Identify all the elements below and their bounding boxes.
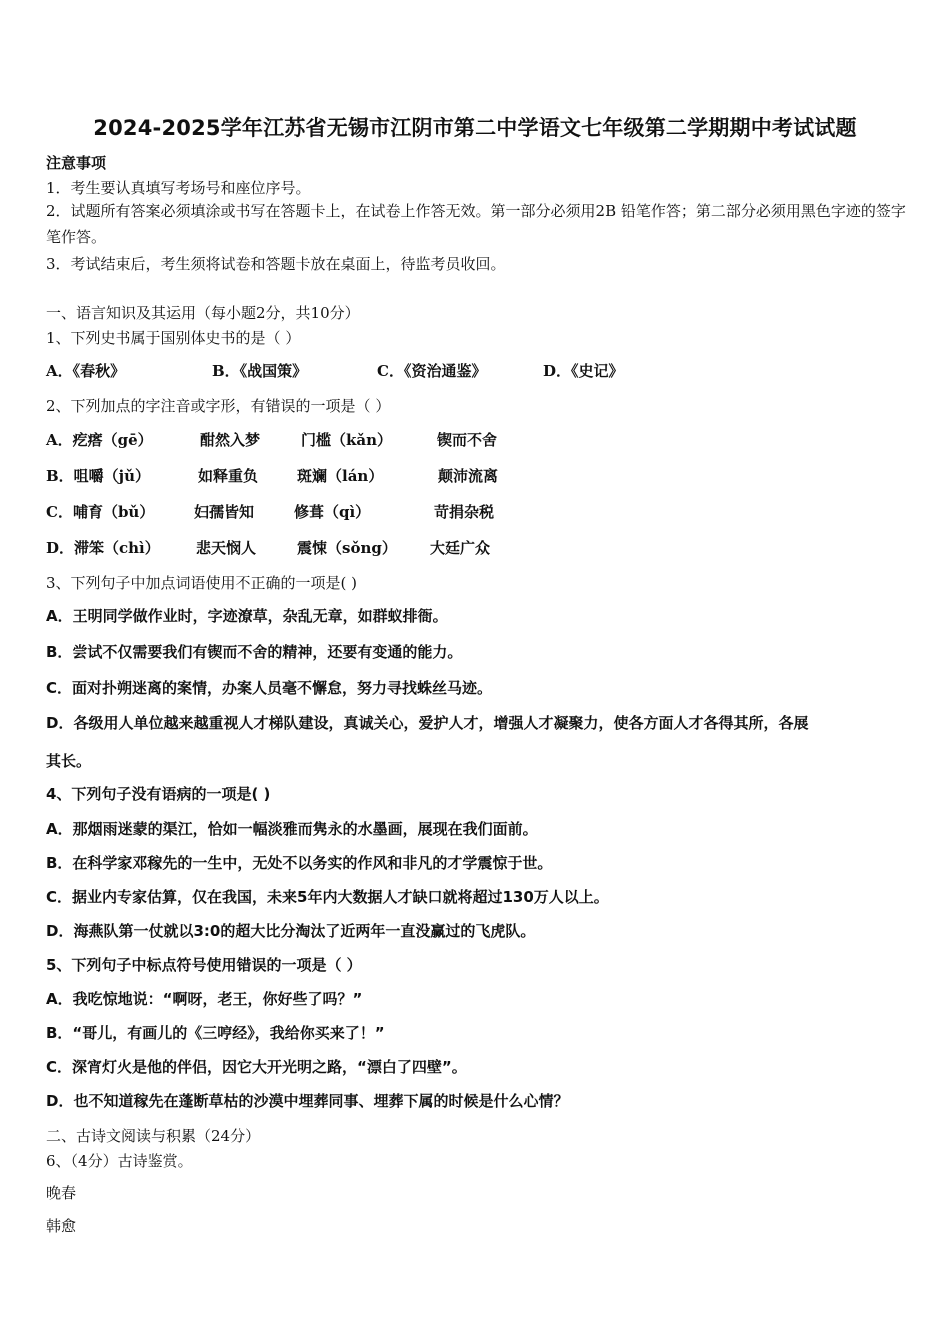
q2-option-cell: 门槛（kǎn） [301,431,393,449]
q3-option: B．尝试不仅需要我们有锲而不舍的精神，还要有变通的能力。 [46,643,463,661]
question-stem: 4、下列句子没有语病的一项是( ) [46,785,271,803]
q4-option: B．在科学家邓稼先的一生中，无处不以务实的作风和非凡的才学震惊于世。 [46,854,553,872]
q2-option-cell: C．哺育（bǔ） [46,503,155,521]
q1-option-b: B．《战国策》 [212,362,308,380]
question-stem: 5、下列句子中标点符号使用错误的一项是（ ） [46,956,362,974]
q2-option-cell: 苛捐杂税 [434,503,495,521]
question-stem: 2、下列加点的字注音或字形，有错误的一项是（ ） [46,397,391,415]
q2-option-cell: B．咀嚼（jǔ） [46,467,151,485]
q2-option-cell: 震悚（sǒng） [297,539,397,557]
q2-option-cell: 如释重负 [198,467,259,485]
q2-option-cell: 修葺（qì） [294,503,371,521]
q2-option-cell: 斑斓（lán） [297,467,384,485]
notice-item: 2．试题所有答案必须填涂或书写在答题卡上，在试卷上作答无效。第一部分必须用2B 铅笔作答；第二部分必须用黑色字迹的签字笔作答。 [46,202,906,246]
question-stem: 6、（4分）古诗鉴赏。 [46,1152,193,1170]
q3-option: D．各级用人单位越来越重视人才梯队建设，真诚关心，爱护人才，增强人才凝聚力，使各方面人才各得其所，各展 [46,714,809,732]
section-heading: 一、语言知识及其运用（每小题2分，共10分） [46,304,360,322]
q2-option-cell: 酣然入梦 [200,431,261,449]
q1-option-c: C．《资治通鉴》 [377,362,487,380]
q2-option-cell: 妇孺皆知 [194,503,255,521]
q5-option: D．也不知道稼先在蓬断草枯的沙漠中埋葬同事、埋葬下属的时候是什么心情？ [46,1092,569,1110]
q5-option: C．深宵灯火是他的伴侣，因它大开光明之路，“漂白了四壁”。 [46,1058,467,1076]
q3-option-cont: 其长。 [46,752,92,770]
question-stem: 1、下列史书属于国别体史书的是（ ） [46,329,301,347]
q4-option: C．据业内专家估算，仅在我国，未来5年内大数据人才缺口就将超过130万人以上。 [46,888,609,906]
q3-option: C．面对扑朔迷离的案情，办案人员毫不懈怠，努力寻找蛛丝马迹。 [46,679,493,697]
notice-item: 3．考试结束后，考生须将试卷和答题卡放在桌面上，待监考员收回。 [46,255,506,273]
q3-option: A．王明同学做作业时，字迹潦草，杂乱无章，如群蚁排衙。 [46,607,448,625]
q2-option-cell: 锲而不舍 [437,431,498,449]
q4-option: A．那烟雨迷蒙的渠江，恰如一幅淡雅而隽永的水墨画，展现在我们面前。 [46,820,538,838]
section-heading: 二、古诗文阅读与积累（24分） [46,1127,261,1145]
q4-option: D．海燕队第一仗就以3:0的超大比分淘汰了近两年一直没赢过的飞虎队。 [46,922,536,940]
notice-heading: 注意事项 [46,154,107,172]
question-stem: 3、下列句子中加点词语使用不正确的一项是( ) [46,574,358,592]
q1-option-d: D．《史记》 [543,362,624,380]
q1-option-a: A．《春秋》 [46,362,126,380]
q2-option-cell: 大廷广众 [430,539,491,557]
q2-option-cell: A．疙瘩（gē） [46,431,153,449]
q2-option-cell: 颠沛流离 [438,467,499,485]
q2-option-cell: 悲天悯人 [196,539,257,557]
poem-title: 晚春 [46,1184,77,1202]
page-title: 2024-2025学年江苏省无锡市江阴市第二中学语文七年级第二学期期中考试试题 [93,116,857,140]
notice-item: 1．考生要认真填写考场号和座位序号。 [46,179,311,197]
poem-author: 韩愈 [46,1217,77,1235]
q2-option-cell: D．滞笨（chì） [46,539,160,557]
q5-option: A．我吃惊地说：“啊呀，老王，你好些了吗？” [46,990,363,1008]
q5-option: B．“哥儿，有画儿的《三哼经》，我给你买来了！” [46,1024,385,1042]
